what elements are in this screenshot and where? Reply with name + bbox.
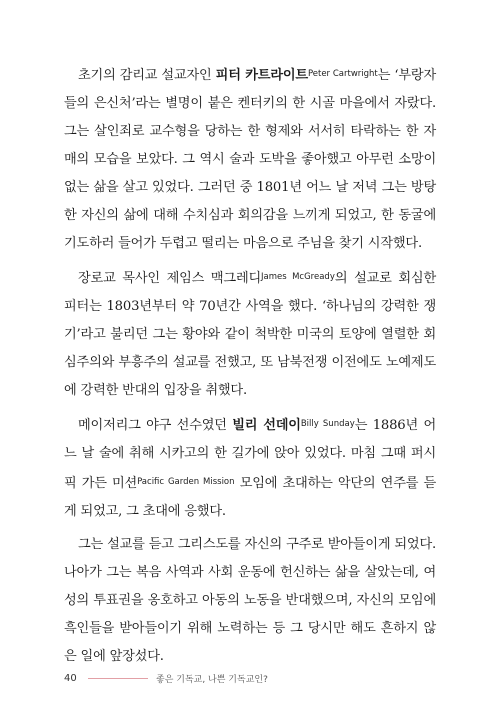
english-name-annotation: Peter Cartwright — [307, 69, 378, 79]
english-name-annotation: Billy Sunday — [300, 419, 355, 429]
text-segment: 그는 설교를 듣고 그리스도를 자신의 구주로 받아들이게 되었다. 나아가 그는 복음 사역과 사회 운동에 헌신하는 삶을 살았는데, 여성의 투표권을 옹호하고 아동의 노동을 반대했으며, 자신의 모임에 흑인들을 받아들이기 위해 노력하는 등 그 당시만 해도 흔하지 않은 일에 앞장섰다. — [64, 537, 436, 664]
text-segment: 장로교 목사인 제임스 맥그레디 — [78, 271, 262, 286]
person-name-billy-sunday: 빌리 선데이 — [232, 418, 301, 433]
english-name-annotation: Pacific Garden Mission — [137, 477, 235, 487]
running-book-title: 좋은 기독교, 나쁜 기독교인? — [156, 674, 268, 685]
text-segment: 메이저리그 야구 선수였던 — [78, 418, 233, 433]
paragraph-2 — [64, 263, 436, 405]
page-number: 40 — [64, 672, 77, 684]
person-name-peter-cartwright: 피터 카트라이트 — [215, 68, 308, 83]
text-segment: 는 ‘부랑자들의 은신처’라는 별명이 붙은 켄터키의 한 시골 마을에서 자랐다. 그는 살인죄로 교수형을 당하는 한 형제와 서서히 타락하는 한 자매의 모습을 보았다. 그 역시 술과 도박을 좋아했고 아무런 소망이 없는 삶을 살고 있었다. 그러던 중 1801년 어느 날 저녁 그는 방탕한 자신의 삶에 대해 수치심과 회의감을 느끼게 되었고, 한 동굴에 기도하러 들어가 두렵고 떨리는 마음으로 주님을 찾기 시작했다. — [64, 68, 436, 251]
paragraph-4 — [64, 531, 436, 671]
paragraph-1 — [64, 60, 436, 258]
page-footer — [64, 670, 268, 686]
footer-divider — [88, 678, 148, 679]
text-segment: 는 1886년 어느 날 술에 취해 시카고의 한 길가에 앉아 있었다. 마침 그때 퍼시픽 가든 미션 — [64, 418, 436, 491]
english-name-annotation: James McGready — [261, 272, 335, 282]
text-segment: 의 설교로 회심한 피터는 1803년부터 약 70년간 사역을 했다. ‘하나님의 강력한 쟁기’라고 불리던 그는 황야와 같이 척박한 미국의 토양에 열렬한 회심주의와 부흥주의 설교를 전했고, 또 남북전쟁 이전에도 노예제도에 강력한 반대의 입장을 취했다. — [64, 271, 436, 398]
paragraph-3 — [64, 410, 436, 526]
text-segment: 모임에 초대하는 악단의 연주를 듣게 되었고, 그 초대에 응했다. — [64, 476, 436, 519]
text-segment: 초기의 감리교 설교자인 — [78, 68, 216, 83]
body-text — [64, 60, 436, 671]
